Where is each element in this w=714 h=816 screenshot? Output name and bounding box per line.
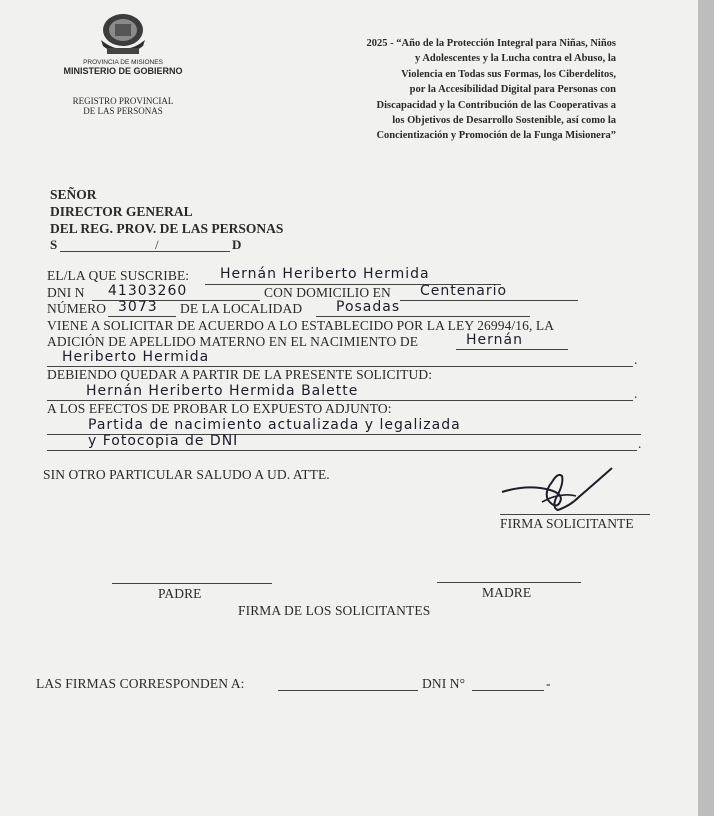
motto-line: los Objetivos de Desarrollo Sostenible, así como la xyxy=(392,115,616,127)
numero-value: 3073 xyxy=(118,299,158,315)
ministry-block xyxy=(40,60,206,76)
domicilio-value: Centenario xyxy=(420,283,508,299)
suscribe-label: EL/LA QUE SUSCRIBE: xyxy=(47,268,190,283)
nombre-period: . xyxy=(634,352,638,367)
addressee-line: DEL REG. PROV. DE LAS PERSONAS xyxy=(50,221,284,236)
padre-signature-line xyxy=(112,583,272,584)
addressee-line: SEÑOR xyxy=(50,187,97,202)
adjunto-value-2: y Fotocopia de DNI xyxy=(88,433,239,449)
adicion-label: ADICIÓN DE APELLIDO MATERNO EN EL NACIMIENTO DE xyxy=(47,334,419,349)
adjunto-underline-2 xyxy=(47,450,637,451)
corresponden-label: LAS FIRMAS CORRESPONDEN A: xyxy=(36,676,245,691)
domicilio-label: CON DOMICILIO EN xyxy=(264,285,391,300)
motto-line: Discapacidad y la Contribución de las Cooperativas a xyxy=(376,99,616,111)
localidad-value: Posadas xyxy=(336,299,401,315)
coat-of-arms-icon xyxy=(97,10,149,60)
corresponden-dash: - xyxy=(546,676,551,691)
solicitante-signature-line xyxy=(500,514,650,515)
efectos-label: A LOS EFECTOS DE PROBAR LO EXPUESTO ADJUNTO: xyxy=(47,401,392,416)
dni-label: DNI N xyxy=(47,285,85,300)
adjunto-period: . xyxy=(638,436,642,451)
motto-line: Violencia en Todas sus Formas, los Ciberdelitos, xyxy=(401,68,616,80)
motto-line: y Adolescentes y la Lucha contra el Abuso, la xyxy=(415,53,616,65)
localidad-label: DE LA LOCALIDAD xyxy=(180,301,303,316)
s-slash: / xyxy=(155,237,159,252)
quedar-period: . xyxy=(634,386,638,401)
nombre-value-1: Hernán xyxy=(466,332,523,348)
localidad-underline xyxy=(316,316,530,317)
motto-line: Concientización y Promoción de la Funga Misionera” xyxy=(376,130,616,142)
motto-block xyxy=(270,36,616,144)
adicion-underline xyxy=(456,349,568,350)
addressee-block xyxy=(50,186,283,237)
d-label: D xyxy=(232,237,242,252)
domicilio-underline xyxy=(400,300,578,301)
corresponden-dni-label: DNI N° xyxy=(422,676,466,691)
corresponden-dni-underline xyxy=(472,690,544,691)
motto-line: 2025 - “Año de la Protección Integral para Niñas, Niños xyxy=(366,38,616,49)
viene-line: VIENE A SOLICITAR DE ACUERDO A LO ESTABLECIDO POR LA LEY 26994/16, LA xyxy=(47,318,555,333)
numero-label: NÚMERO xyxy=(47,301,107,316)
addressee-line: DIRECTOR GENERAL xyxy=(50,204,193,219)
suscribe-value: Hernán Heriberto Hermida xyxy=(220,266,430,282)
closing-text: SIN OTRO PARTICULAR SALUDO A UD. ATTE. xyxy=(43,467,330,482)
page-edge xyxy=(698,0,714,816)
padre-label: PADRE xyxy=(158,586,202,601)
dni-value: 41303260 xyxy=(108,283,188,299)
numero-underline xyxy=(108,316,176,317)
adjunto-value-1: Partida de nacimiento actualizada y legalizada xyxy=(88,417,461,433)
registry-block xyxy=(40,96,206,117)
s-label: S xyxy=(50,237,58,252)
nombre-value-2: Heriberto Hermida xyxy=(62,349,210,365)
ministry-name: MINISTERIO DE GOBIERNO xyxy=(63,65,183,76)
registry-line-1: REGISTRO PROVINCIAL xyxy=(72,96,174,106)
province-name: PROVINCIA DE MISIONES xyxy=(83,59,163,66)
madre-label: MADRE xyxy=(482,585,532,600)
firma-solicitantes-label: FIRMA DE LOS SOLICITANTES xyxy=(238,603,431,618)
handwritten-signature xyxy=(498,462,618,518)
corresponden-underline xyxy=(278,690,418,691)
madre-signature-line xyxy=(437,582,581,583)
firma-solicitante-label: FIRMA SOLICITANTE xyxy=(500,516,634,531)
quedar-value: Hernán Heriberto Hermida Balette xyxy=(86,383,359,399)
motto-line: por la Accesibilidad Digital para Personas con xyxy=(409,84,616,96)
registry-line-2: DE LAS PERSONAS xyxy=(83,106,163,117)
s-underline xyxy=(60,251,230,252)
debiendo-label: DEBIENDO QUEDAR A PARTIR DE LA PRESENTE SOLICITUD: xyxy=(47,367,433,382)
